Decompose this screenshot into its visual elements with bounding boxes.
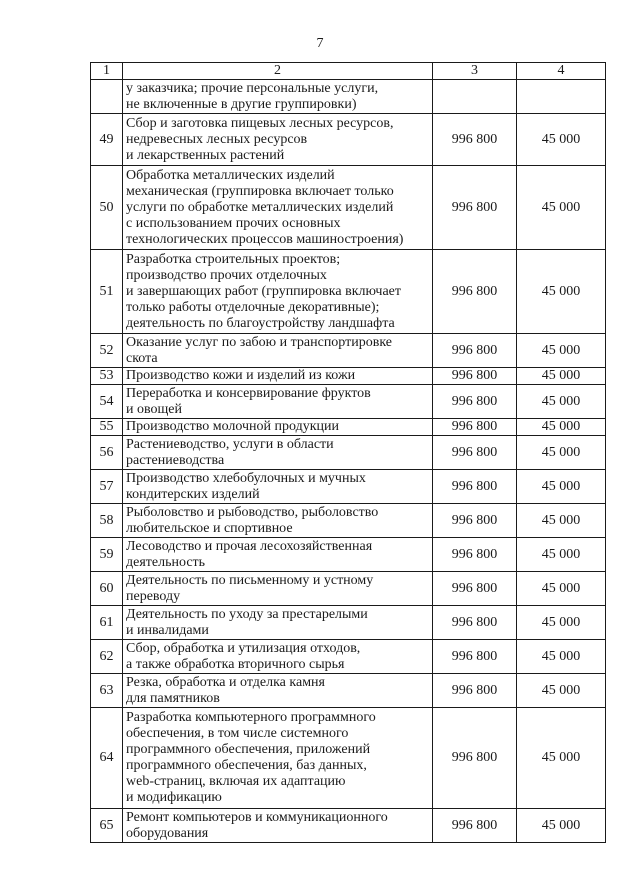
row-description: Резка, обработка и отделка камня для памятников (123, 674, 433, 708)
table-row (91, 250, 606, 334)
row-description: Производство молочной продукции (123, 419, 433, 436)
table-row (91, 166, 606, 250)
row-value-col3: 996 800 (433, 674, 517, 708)
row-description: Сбор и заготовка пищевых лесных ресурсов, недревесных лесных ресурсов и лекарственных растений (123, 114, 433, 166)
table-row (91, 640, 606, 674)
row-description: Ремонт компьютеров и коммуникационного оборудования (123, 809, 433, 843)
table-header-row (91, 63, 606, 80)
row-value-col3 (433, 80, 517, 114)
row-description: Обработка металлических изделий механическая (группировка включает только услуги по обработке металлических изделий с использованием прочих основных технологических процессов машиностроения) (123, 166, 433, 250)
row-number: 54 (91, 385, 123, 419)
row-value-col4: 45 000 (517, 470, 606, 504)
header-col-3: 3 (433, 63, 517, 80)
table-row (91, 538, 606, 572)
table-row (91, 419, 606, 436)
row-value-col4: 45 000 (517, 809, 606, 843)
table-row (91, 368, 606, 385)
row-value-col3: 996 800 (433, 250, 517, 334)
row-description: Растениеводство, услуги в области растениеводства (123, 436, 433, 470)
table-row (91, 809, 606, 843)
row-value-col4 (517, 80, 606, 114)
row-value-col3: 996 800 (433, 436, 517, 470)
row-number: 63 (91, 674, 123, 708)
row-description: Сбор, обработка и утилизация отходов, а также обработка вторичного сырья (123, 640, 433, 674)
row-value-col3: 996 800 (433, 538, 517, 572)
row-number: 57 (91, 470, 123, 504)
activity-table (90, 62, 606, 843)
table-row (91, 334, 606, 368)
row-number: 49 (91, 114, 123, 166)
row-number: 55 (91, 419, 123, 436)
header-col-4: 4 (517, 63, 606, 80)
row-value-col4: 45 000 (517, 368, 606, 385)
row-value-col4: 45 000 (517, 708, 606, 809)
row-number: 64 (91, 708, 123, 809)
row-number: 61 (91, 606, 123, 640)
row-value-col4: 45 000 (517, 385, 606, 419)
row-value-col4: 45 000 (517, 334, 606, 368)
row-description: Деятельность по уходу за престарелыми и инвалидами (123, 606, 433, 640)
row-number: 59 (91, 538, 123, 572)
row-value-col3: 996 800 (433, 640, 517, 674)
table-row (91, 606, 606, 640)
table-row (91, 385, 606, 419)
page-number: 7 (316, 36, 324, 51)
header-col-1: 1 (91, 63, 123, 80)
table-row (91, 504, 606, 538)
row-description: Лесоводство и прочая лесохозяйственная деятельность (123, 538, 433, 572)
row-value-col4: 45 000 (517, 250, 606, 334)
table-row (91, 572, 606, 606)
row-value-col3: 996 800 (433, 606, 517, 640)
row-value-col3: 996 800 (433, 708, 517, 809)
row-number: 53 (91, 368, 123, 385)
row-description: Деятельность по письменному и устному переводу (123, 572, 433, 606)
row-value-col3: 996 800 (433, 470, 517, 504)
row-number: 60 (91, 572, 123, 606)
row-description: Производство хлебобулочных и мучных кондитерских изделий (123, 470, 433, 504)
row-value-col3: 996 800 (433, 572, 517, 606)
row-number (91, 80, 123, 114)
row-description: Разработка строительных проектов; производство прочих отделочных и завершающих работ (группировка включает только работы отделочные декоративные); деятельность по благоустройству ландшафта (123, 250, 433, 334)
row-number: 50 (91, 166, 123, 250)
row-value-col3: 996 800 (433, 385, 517, 419)
row-number: 51 (91, 250, 123, 334)
table-row (91, 436, 606, 470)
row-description: Оказание услуг по забою и транспортировке скота (123, 334, 433, 368)
row-number: 52 (91, 334, 123, 368)
row-value-col4: 45 000 (517, 640, 606, 674)
row-description: Переработка и консервирование фруктов и овощей (123, 385, 433, 419)
row-value-col4: 45 000 (517, 419, 606, 436)
row-value-col3: 996 800 (433, 809, 517, 843)
row-number: 58 (91, 504, 123, 538)
row-value-col3: 996 800 (433, 504, 517, 538)
row-value-col3: 996 800 (433, 114, 517, 166)
table-row (91, 708, 606, 809)
row-value-col4: 45 000 (517, 436, 606, 470)
row-value-col3: 996 800 (433, 368, 517, 385)
row-description: у заказчика; прочие персональные услуги, не включенные в другие группировки) (123, 80, 433, 114)
row-value-col4: 45 000 (517, 504, 606, 538)
header-col-2: 2 (123, 63, 433, 80)
row-value-col4: 45 000 (517, 674, 606, 708)
row-value-col3: 996 800 (433, 334, 517, 368)
row-description: Рыболовство и рыбоводство, рыболовство любительское и спортивное (123, 504, 433, 538)
table-row (91, 674, 606, 708)
row-value-col4: 45 000 (517, 606, 606, 640)
row-description: Производство кожи и изделий из кожи (123, 368, 433, 385)
row-value-col4: 45 000 (517, 114, 606, 166)
row-number: 56 (91, 436, 123, 470)
row-value-col4: 45 000 (517, 166, 606, 250)
row-value-col4: 45 000 (517, 572, 606, 606)
row-number: 62 (91, 640, 123, 674)
row-number: 65 (91, 809, 123, 843)
row-description: Разработка компьютерного программного обеспечения, в том числе системного программного обеспечения, приложений программного обеспечения, баз данных, web-страниц, включая их адаптацию и модификацию (123, 708, 433, 809)
row-value-col3: 996 800 (433, 419, 517, 436)
table-row (91, 470, 606, 504)
row-value-col3: 996 800 (433, 166, 517, 250)
table-row (91, 114, 606, 166)
table-row (91, 80, 606, 114)
row-value-col4: 45 000 (517, 538, 606, 572)
